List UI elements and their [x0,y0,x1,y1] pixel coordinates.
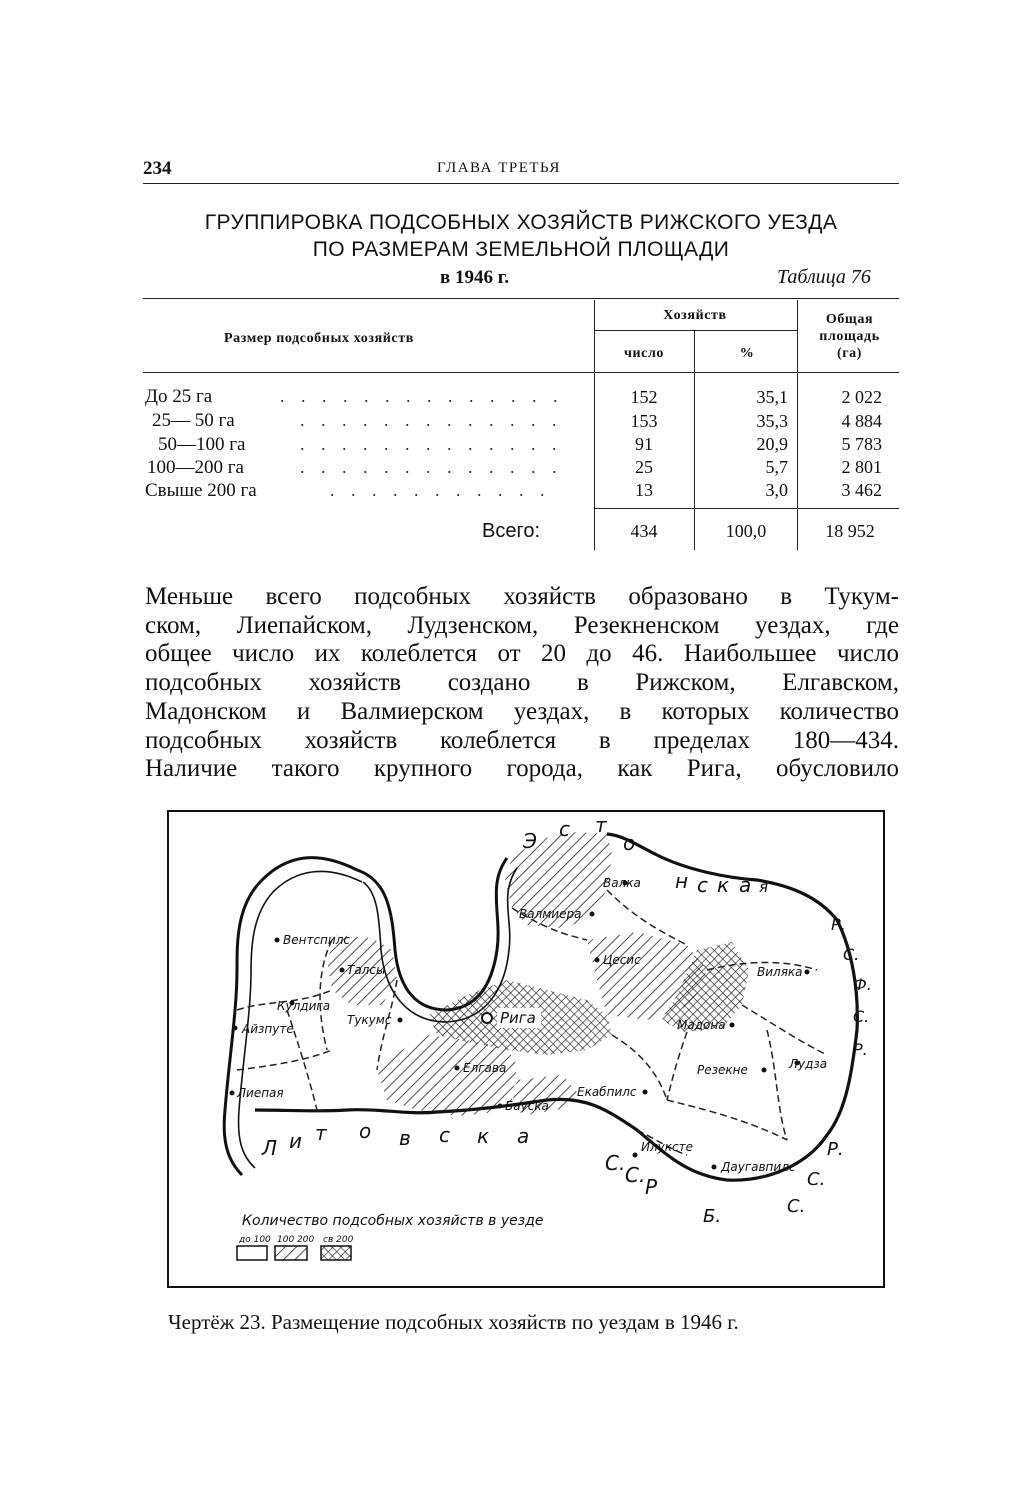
row-2-percent: 35,3 [756,411,788,431]
town-dot [712,1165,717,1170]
town-dot [595,958,600,963]
body-paragraph [145,583,899,784]
town-daugavpils: Даугавпилс [721,1160,796,1174]
label-estonia-ssr: я [759,878,769,896]
label-lithuania-6: с [439,1123,450,1147]
header-rule [143,183,899,184]
row-3-leader: . . . . . . . . . . . . . [300,434,563,454]
label-lithuania-7: к [477,1124,490,1148]
label-rsfsr-1: Р. [831,915,846,934]
paragraph-line: подсобных хозяйств колеблется в пределах 180—434. [145,726,899,754]
row-1-percent: 35,1 [756,387,788,407]
town-ludza: Лудза [789,1057,828,1071]
town-madona: Мадона [677,1018,726,1032]
town-jekabpils: Екабпилс [577,1085,637,1099]
row-2-size: 25— 50 га [152,410,235,431]
paragraph-line: Наличие такого крупного города, как Рига, обусловило [145,755,899,783]
row-4-area: 2 801 [841,457,882,477]
label-rsfsr-3: Ф. [853,975,872,994]
paragraph-line: Меньше всего подсобных хозяйств образовано в Тукум- [145,583,899,610]
town-cesis: Цесис [603,953,641,967]
paragraph-line: Мадонском и Валмиерском уездах, в которых количество [145,697,899,725]
label-rsfsr-2: С. [843,945,860,964]
paragraph-line: ском, Лиепайском, Лудзенском, Резекненском уездах, где [145,611,899,639]
row-5-leader: . . . . . . . . . . . [330,480,551,500]
label-estonia-2: с [559,817,570,841]
label-lithuania-8: а [517,1124,530,1148]
total-area: 18 952 [825,521,875,541]
town-jelgava: Елгава [463,1061,507,1075]
label-estonia-7: к [717,873,730,897]
town-dot [590,912,595,917]
col-header-area-line2: площадь [819,329,880,344]
col-header-count: число [623,346,665,361]
table-header-rule [143,372,899,373]
col-header-area-line1: Общая [825,312,874,327]
row-3-area: 5 783 [841,434,882,454]
town-rezekne: Резекне [697,1063,748,1077]
label-lithuania-3: т [315,1121,327,1145]
town-dot [275,938,280,943]
row-3-size: 50—100 га [158,434,246,455]
town-riga-marker [482,1013,492,1023]
table-total-rule [595,508,899,509]
row-4-percent: 5,7 [765,457,788,477]
town-dot [398,1018,403,1023]
label-estonia-5: н [675,869,689,893]
row-1-area: 2 022 [841,387,882,407]
town-valka: Валка [603,876,641,890]
row-4-count: 25 [635,457,653,477]
total-count: 434 [630,521,658,541]
town-kuldiga: Кулдига [277,999,331,1013]
label-estonia-6: с [697,873,708,897]
row-1-leader: . . . . . . . . . . . . . . [280,386,564,406]
label-bssr-2: С. [787,1196,806,1217]
legend-swatch-low [237,1246,267,1260]
label-lithuania-ssr-3: Р [645,1175,658,1199]
total-label: Всего: [482,520,540,542]
page-number: 234 [143,158,172,179]
town-dot [730,1023,735,1028]
town-aizpute: Айзпуте [242,1022,294,1036]
label-bssr-3: С. [807,1169,826,1190]
town-ventspils: Вентспилс [283,933,350,947]
town-tukums: Тукумс [347,1013,392,1027]
row-2-leader: . . . . . . . . . . . . . [300,410,563,430]
legend-title: Количество подсобных хозяйств в уезде [242,1213,544,1229]
label-estonia-1: Э [523,829,537,853]
label-lithuania-4: о [359,1119,372,1143]
label-lithuania-5: в [399,1126,411,1150]
row-3-percent: 20,9 [756,434,788,454]
town-bauska: Бауска [505,1099,549,1113]
town-dot [762,1068,767,1073]
col-header-farms: Хозяйств [663,308,727,323]
legend-label-mid: 100 200 [277,1235,315,1245]
label-rsfsr-4: С. [853,1007,870,1026]
label-lithuania-ssr-1: С. [605,1151,626,1175]
col-header-size: Размер подсобных хозяйств [224,331,414,346]
coastline-outer [224,858,357,1175]
row-5-area: 3 462 [841,480,882,500]
table-title-line2: ПО РАЗМЕРАМ ЗЕМЕЛЬНОЙ ПЛОЩАДИ [312,238,730,261]
legend-label-low: до 100 [239,1235,271,1245]
paragraph-line: общее число их колеблется от 20 до 46. Наибольшее число [145,640,899,668]
label-rsfsr-5: Р. [853,1040,868,1059]
town-ilukste: Илуксте [641,1140,693,1154]
row-1-size: До 25 га [145,386,213,407]
town-dot [340,968,345,973]
row-5-count: 13 [635,480,653,500]
col-header-area [800,311,899,362]
town-talsy: Талсы [347,963,386,977]
town-riga: Рига [500,1009,536,1027]
table-year: в 1946 г. [440,267,509,288]
col-header-area-line3: (га) [836,346,863,361]
town-dot [643,1090,648,1095]
row-3-count: 91 [635,434,653,454]
table-vline-3 [797,300,798,550]
label-bssr-4: Р. [827,1139,844,1160]
town-dot [805,970,810,975]
label-lithuania-1: Л [262,1136,278,1160]
latvia-map [167,810,885,1288]
legend-swatch-mid [275,1246,307,1260]
total-percent: 100,0 [725,521,767,541]
coastline-inner [239,871,362,1168]
table-vline-1 [594,300,595,550]
town-dot [455,1066,460,1071]
label-estonia-8: а [739,873,752,897]
row-2-count: 153 [630,411,658,431]
col-header-percent: % [739,346,755,361]
legend-label-high: св 200 [323,1235,354,1245]
label-estonia-3: т [595,813,607,837]
label-estonia-4: о [623,831,636,855]
town-liepaja: Лиепая [237,1086,284,1100]
label-lithuania-2: и [289,1129,302,1153]
paragraph-line: подсобных хозяйств создано в Рижском, Елгавском, [145,669,899,697]
table-title-line1: ГРУППИРОВКА ПОДСОБНЫХ ХОЗЯЙСТВ РИЖСКОГО УЕЗДА [204,211,838,234]
town-dot [633,1153,638,1158]
label-bssr-1: Б. [703,1206,722,1227]
row-2-area: 4 884 [841,411,882,431]
legend-swatch-high [321,1246,351,1260]
table-label: Таблица 76 [777,266,871,288]
row-4-size: 100—200 га [147,457,244,478]
town-valmiera: Валмиера [519,907,582,921]
row-5-percent: 3,0 [765,480,788,500]
town-dot [498,1104,503,1109]
row-4-leader: . . . . . . . . . . . . . [300,457,563,477]
town-dot [230,1091,235,1096]
table-vline-2 [694,330,695,550]
table-top-rule [143,298,899,299]
town-dot [233,1026,238,1031]
row-5-size: Свыше 200 га [145,480,257,501]
chapter-title: ГЛАВА ТРЕТЬЯ [437,160,561,176]
figure-caption: Чертёж 23. Размещение подсобных хозяйств по уездам в 1946 г. [168,1310,739,1334]
label-lithuania-ssr-2: С. [625,1163,646,1187]
row-1-count: 152 [630,387,658,407]
table-subheader-rule [595,330,797,331]
town-vilaka: Виляка [757,965,803,979]
